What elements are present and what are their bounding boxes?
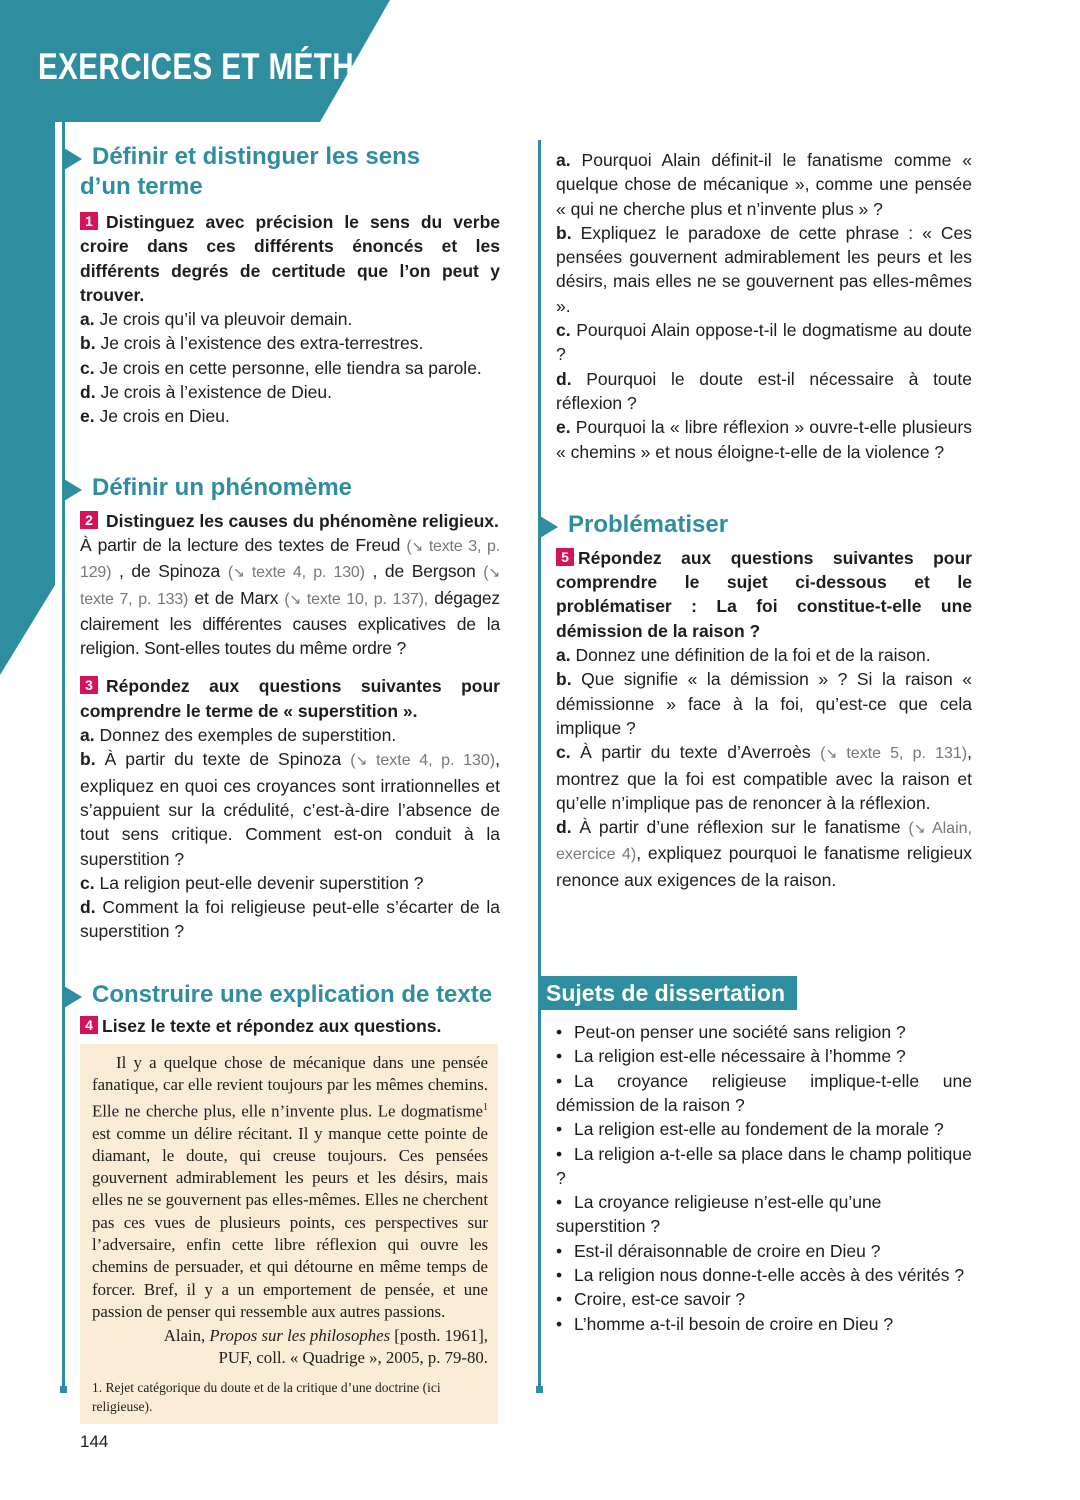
exercise-2-intro: 2 Distinguez les causes du phénomène religieux.	[80, 509, 500, 533]
exercise-1-item-c: c. Je crois en cette personne, elle tiendra sa parole.	[80, 357, 482, 378]
exercise-5-item-d: d. À partir d’une réflexion sur le fanatisme (↘ Alain, exercice 4), expliquez pourquoi le fanatisme religieux renonce aux exigences de la raison.	[556, 817, 973, 890]
rule-end-dot	[536, 1386, 543, 1393]
section-arrow-icon	[64, 986, 82, 1008]
exercise-3-item-a: a. Donnez des exemples de superstition.	[80, 725, 397, 746]
exercise-number-badge: 1	[80, 212, 98, 230]
exercise-3-item-d: d. Comment la foi religieuse peut-elle s’écarter de la superstition ?	[80, 897, 500, 942]
exercise-5-item-b: b. Que signifie « la démission » ? Si la raison « démissionne » face à la foi, qu’est-ce que cela implique ?	[556, 669, 972, 738]
exercise-number-badge: 2	[80, 511, 98, 529]
right-column	[546, 120, 973, 1336]
list-item: • La religion nous donne-t-elle accès à des vérités ?	[556, 1264, 965, 1285]
exercise-4-intro: 4 Lisez le texte et répondez aux questions.	[80, 1014, 500, 1038]
exercise-3-item-c: c. La religion peut-elle devenir superstition ?	[80, 872, 424, 893]
section-title-problematiser: Problématiser	[556, 510, 972, 540]
exercise-1-item-b: b. Je crois à l’existence des extra-terrestres.	[80, 333, 424, 354]
list-item: • Peut-on penser une société sans religion ?	[556, 1022, 906, 1043]
section-title-definir-sens: Définir et distinguer les sens d’un terme	[80, 142, 500, 202]
page-header-title: EXERCICES ET MÉTHODES	[38, 46, 440, 87]
section-title-definir-phenomene: Définir un phénomème	[80, 473, 500, 503]
exercise-4-question-b: b. Expliquez le paradoxe de cette phrase : « Ces pensées gouvernent admirablement les peurs et les désirs, mais elles ne se gouvernent pas elles-mêmes ».	[556, 222, 972, 316]
sujets-list	[556, 1020, 972, 1336]
exercise-2-body: À partir de la lecture des textes de Freud (↘ texte 3, p. 129) , de Spinoza (↘ texte 4, p. 130) , de Bergson (↘ texte 7, p. 133) et de Marx (↘ texte 10, p. 137), dégagez clairement les différentes causes explicatives de la religion. Sont-elles toutes du même ordre ?	[80, 534, 500, 659]
exercise-4-question-a: a. Pourquoi Alain définit-il le fanatisme comme « quelque chose de mécanique », comme une pensée « qui ne cherche plus et n’invente plus » ?	[556, 150, 972, 219]
exercise-1-intro: 1 Distinguez avec précision le sens du verbe croire dans ces différents énoncés et les différents degrés de certitude que l’on peut y trouver.	[80, 212, 500, 305]
left-column	[80, 120, 500, 1424]
exercise-1-item-a: a. Je crois qu’il va pleuvoir demain.	[80, 309, 353, 330]
exercise-number-badge: 3	[80, 676, 98, 694]
exercise-5-intro: 5 Répondez aux questions suivantes pour comprendre le sujet ci-dessous et le problématiser : La foi constitue-t-elle une démission de la raison ?	[556, 547, 972, 641]
left-column-rule	[62, 122, 65, 1390]
exercise-1-item-d: d. Je crois à l’existence de Dieu.	[80, 382, 332, 403]
exercise-5-item-a: a. Donnez une définition de la foi et de la raison.	[556, 645, 931, 666]
list-item: • L’homme a-t-il besoin de croire en Dieu ?	[556, 1313, 894, 1334]
sujets-title: Sujets de dissertation	[540, 976, 797, 1010]
exercise-number-badge: 4	[80, 1016, 98, 1034]
list-item: • La croyance religieuse implique-t-elle une démission de la raison ?	[556, 1070, 972, 1115]
page-number: 144	[80, 1432, 109, 1451]
quote-source: Alain, Propos sur les philosophes [posth. 1961], PUF, coll. « Quadrige », 2005, p. 79-80.	[163, 1326, 488, 1368]
quote-text: Il y a quelque chose de mécanique dans une pensée fanatique, car elle revient toujours par les mêmes chemins. Elle ne cherche plus, elle n’invente plus. Le dogmatisme$^1$ est comme un délire récitant. Il y manque cette pointe de diamant, le doute, qui creuse toujours. Ces pensées gouvernent admirablement les peurs et les désirs, mais elles ne se gouvernent pas elles-mêmes. Elles ne cherchent pas ces vues de plusieurs points, ces perspectives sur l’adversaire, enfin cette libre réflexion qui ouvre les chemins de persuader, et qui détourne en même temps de forcer. Bref, il y a un emportement de pensée, et une passion de penser qui ressemble aux autres passions.	[92, 1053, 488, 1321]
right-column-rule	[538, 140, 541, 1390]
list-item: • La croyance religieuse n’est-elle qu’une superstition ?	[556, 1192, 882, 1237]
list-item: • La religion a-t-elle sa place dans le champ politique ?	[556, 1143, 972, 1188]
exercise-4-question-d: d. Pourquoi le doute est-il nécessaire à toute réflexion ?	[556, 368, 972, 413]
exercise-number-badge: 5	[556, 548, 574, 566]
exercise-3-item-b: b. À partir du texte de Spinoza (↘ texte 4, p. 130), expliquez en quoi ces croyances sont irrationnelles et s’appuient sur la crédulité, c’est-à-dire l’absence de tout sens critique. Comment est-on conduit à la superstition ?	[80, 749, 500, 869]
section-arrow-icon	[540, 516, 558, 538]
exercise-4-question-e: e. Pourquoi la « libre réflexion » ouvre-t-elle plusieurs « chemins » et nous éloigne-t-elle de la violence ?	[556, 417, 972, 462]
list-item: • La religion est-elle au fondement de la morale ?	[556, 1119, 944, 1140]
exercise-1-item-e: e. Je crois en Dieu.	[80, 406, 230, 427]
rule-end-dot	[60, 1386, 67, 1393]
quote-box-alain	[80, 1044, 498, 1424]
section-arrow-icon	[64, 479, 82, 501]
section-title-explication-texte: Construire une explication de texte	[80, 980, 500, 1010]
exercise-4-question-c: c. Pourquoi Alain oppose-t-il le dogmatisme au doute ?	[556, 320, 972, 365]
exercise-3-intro: 3 Répondez aux questions suivantes pour comprendre le terme de « superstition ».	[80, 676, 500, 721]
list-item: • La religion est-elle nécessaire à l’homme ?	[556, 1046, 906, 1067]
list-item: • Est-il déraisonnable de croire en Dieu ?	[556, 1240, 881, 1261]
section-arrow-icon	[64, 148, 82, 170]
quote-footnote: 1. Rejet catégorique du doute et de la critique d’une doctrine (ici religieuse).	[92, 1379, 441, 1414]
exercise-5-item-c: c. À partir du texte d’Averroès (↘ texte 5, p. 131), montrez que la foi est compatible avec la raison et qu’elle n’implique pas de renoncer à la réflexion.	[556, 742, 972, 813]
list-item: • Croire, est-ce savoir ?	[556, 1289, 746, 1310]
